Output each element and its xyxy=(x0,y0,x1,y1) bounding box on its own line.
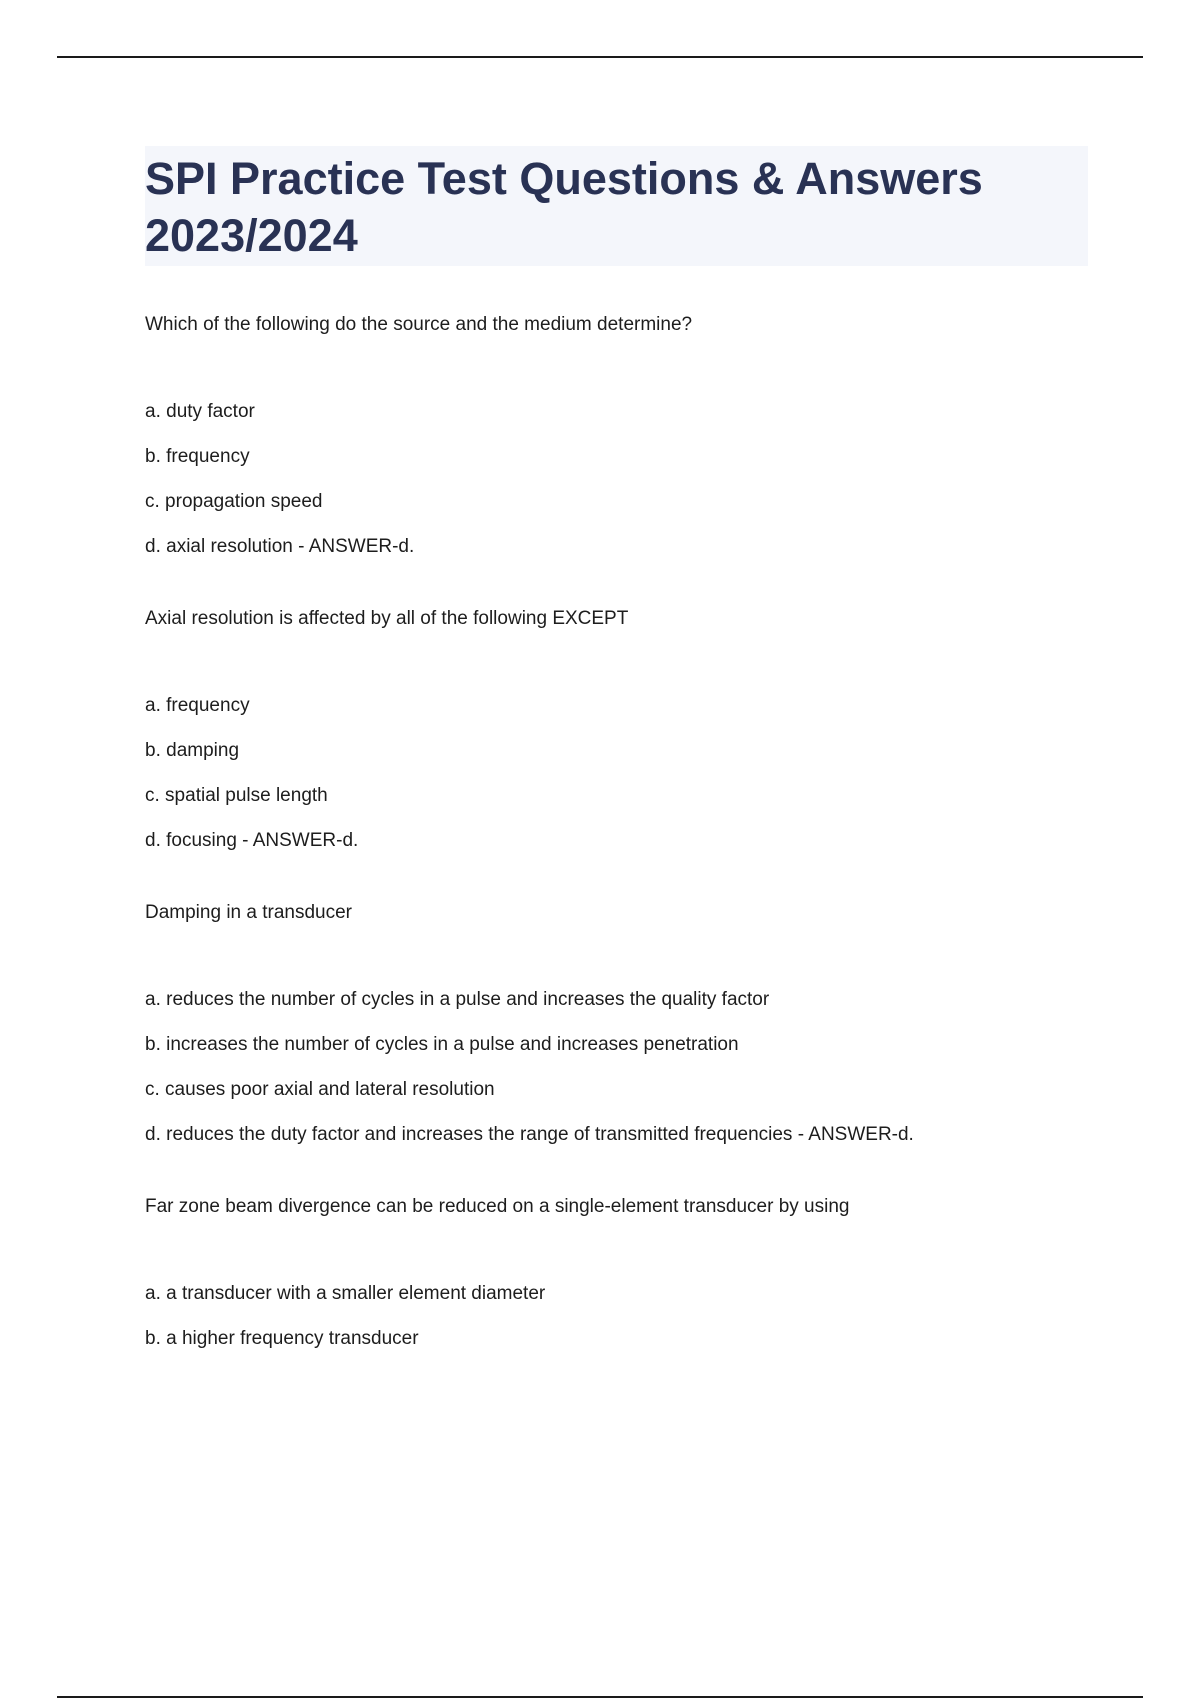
option-b: b. a higher frequency transducer xyxy=(145,1328,419,1349)
question-1 xyxy=(145,313,1090,559)
option-d-answer: d. axial resolution - ANSWER-d. xyxy=(145,536,415,557)
option-c: c. propagation speed xyxy=(145,491,323,512)
option-d-answer: d. reduces the duty factor and increases the range of transmitted frequencies - ANSWER-d. xyxy=(145,1124,914,1145)
header-rule xyxy=(57,56,1143,58)
document-body xyxy=(145,146,1090,1351)
question-3 xyxy=(145,901,1090,1147)
option-a: a. frequency xyxy=(145,695,250,716)
option-a: a. reduces the number of cycles in a pulse and increases the quality factor xyxy=(145,989,770,1010)
option-a: a. duty factor xyxy=(145,401,255,422)
question-2 xyxy=(145,607,1090,853)
option-list xyxy=(145,400,1090,559)
option-list xyxy=(145,1282,1090,1351)
question-text: Axial resolution is affected by all of the following EXCEPT xyxy=(145,608,629,629)
option-list xyxy=(145,988,1090,1147)
question-text: Far zone beam divergence can be reduced on a single-element transducer by using xyxy=(145,1196,850,1217)
footer-rule xyxy=(57,1696,1143,1698)
option-b: b. increases the number of cycles in a pulse and increases penetration xyxy=(145,1034,739,1055)
question-4 xyxy=(145,1195,1090,1351)
option-a: a. a transducer with a smaller element diameter xyxy=(145,1283,546,1304)
option-c: c. spatial pulse length xyxy=(145,785,328,806)
option-list xyxy=(145,694,1090,853)
question-text: Which of the following do the source and the medium determine? xyxy=(145,314,693,335)
title-banner xyxy=(145,146,1088,266)
option-c: c. causes poor axial and lateral resolution xyxy=(145,1079,495,1100)
page-title: SPI Practice Test Questions & Answers 2023/2024 xyxy=(145,153,983,261)
question-text: Damping in a transducer xyxy=(145,902,352,923)
option-d-answer: d. focusing - ANSWER-d. xyxy=(145,830,359,851)
option-b: b. frequency xyxy=(145,446,250,467)
option-b: b. damping xyxy=(145,740,240,761)
